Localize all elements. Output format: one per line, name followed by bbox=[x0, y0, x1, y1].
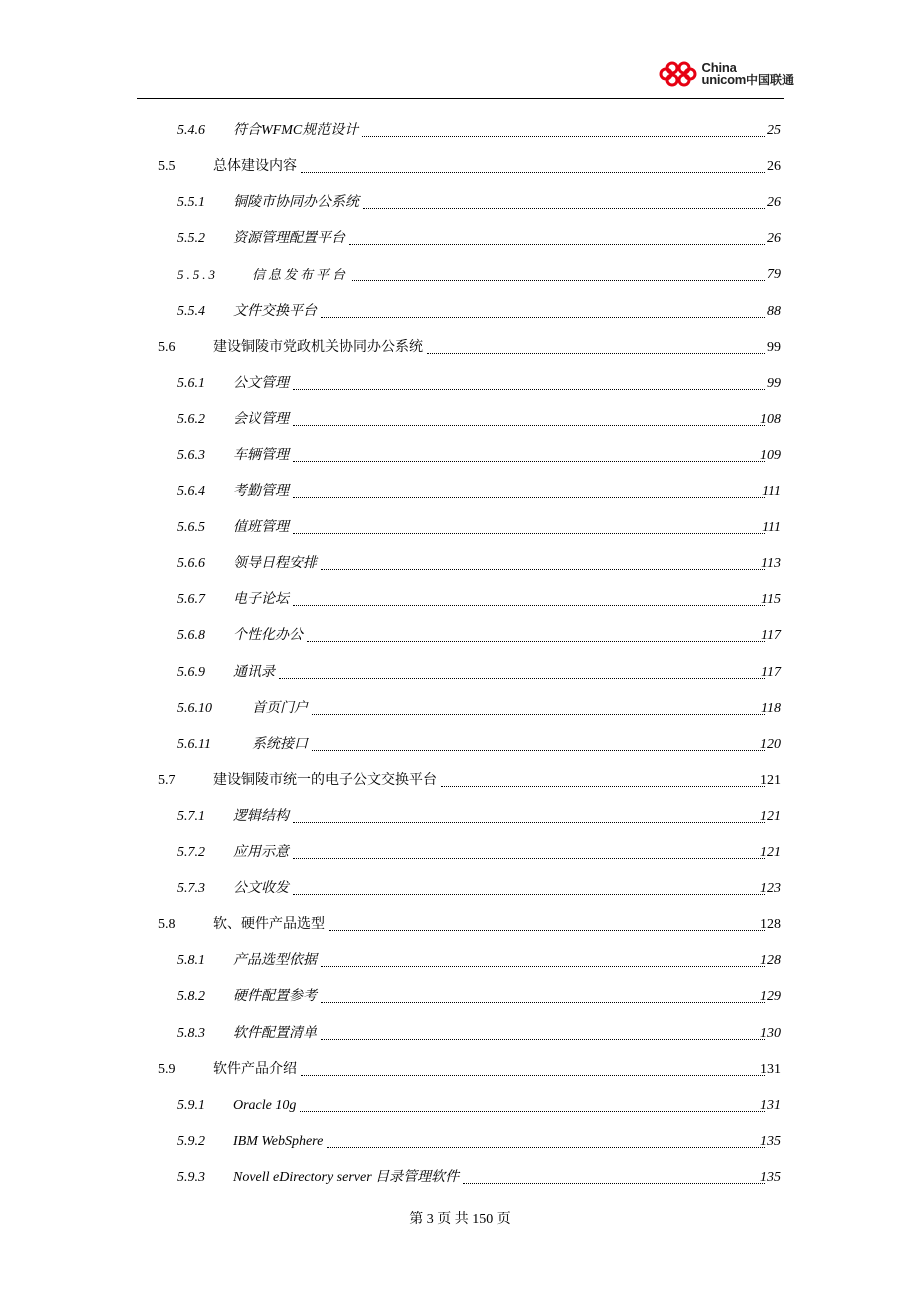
toc-entry-title: 个性化办公 bbox=[233, 628, 303, 644]
toc-entry[interactable] bbox=[0, 437, 920, 473]
toc-entry-number: 5.7.3 bbox=[177, 881, 205, 897]
toc-entry-title: 总体建设内容 bbox=[213, 159, 297, 175]
toc-entry[interactable] bbox=[0, 220, 920, 256]
toc-entry[interactable] bbox=[0, 978, 920, 1014]
toc-entry-title: 通讯录 bbox=[233, 664, 275, 680]
toc-entry-page: 128 bbox=[760, 953, 781, 969]
toc-entry-page: 123 bbox=[760, 881, 781, 897]
toc-entry-title: 软件配置清单 bbox=[233, 1025, 317, 1041]
toc-entry[interactable] bbox=[0, 870, 920, 906]
toc-entry[interactable] bbox=[0, 545, 920, 581]
toc-dot-leader bbox=[321, 299, 765, 318]
toc-entry-page: 135 bbox=[760, 1169, 781, 1185]
toc-entry-number: 5.8.2 bbox=[177, 989, 205, 1005]
toc-entry[interactable] bbox=[0, 1051, 920, 1087]
toc-entry-title: 逻辑结构 bbox=[233, 808, 289, 824]
toc-entry-number: 5.4.6 bbox=[177, 123, 205, 138]
toc-dot-leader bbox=[321, 948, 765, 967]
toc-entry-page: 121 bbox=[760, 845, 781, 860]
toc-entry[interactable] bbox=[0, 401, 920, 437]
toc-entry-number: 5.6.11 bbox=[177, 736, 211, 752]
toc-entry-title: 公文收发 bbox=[233, 881, 289, 897]
toc-entry[interactable] bbox=[0, 617, 920, 653]
logo-cn: 中国联通 bbox=[745, 73, 794, 87]
toc-entry-title: 软件产品介绍 bbox=[213, 1061, 297, 1077]
toc-entry-page: 117 bbox=[761, 664, 781, 680]
toc-entry-number: 5.5.1 bbox=[177, 195, 205, 211]
toc-entry-page: 88 bbox=[767, 303, 781, 319]
toc-dot-leader bbox=[321, 1021, 765, 1040]
toc-entry-number: 5.5.4 bbox=[177, 303, 205, 319]
toc-entry-number: 5.5.3 bbox=[177, 267, 218, 283]
toc-entry-page: 129 bbox=[760, 989, 781, 1005]
toc-entry-title: 铜陵市协同办公系统 bbox=[233, 195, 359, 211]
toc-entry[interactable] bbox=[0, 365, 920, 401]
toc-entry-title: 领导日程安排 bbox=[233, 556, 317, 572]
toc-dot-leader bbox=[329, 912, 765, 931]
toc-entry-page: 131 bbox=[760, 1097, 781, 1113]
toc-entry-title: 资源管理配置平台 bbox=[233, 231, 345, 247]
toc-entry-page: 121 bbox=[760, 808, 781, 824]
toc-entry-number: 5.6.7 bbox=[177, 592, 205, 608]
china-unicom-logo bbox=[658, 60, 794, 88]
toc-entry-page: 128 bbox=[760, 917, 781, 933]
toc-entry-page: 108 bbox=[760, 411, 781, 427]
toc-entry-title: 建设铜陵市党政机关协同办公系统 bbox=[213, 339, 423, 355]
toc-entry[interactable] bbox=[0, 1015, 920, 1051]
toc-entry[interactable] bbox=[0, 509, 920, 545]
toc-entry-page: 117 bbox=[761, 628, 781, 644]
toc-dot-leader bbox=[327, 1129, 765, 1148]
toc-dot-leader bbox=[301, 154, 765, 173]
toc-entry[interactable] bbox=[0, 1087, 920, 1123]
toc-entry-title: 应用示意 bbox=[233, 845, 289, 860]
toc-entry[interactable] bbox=[0, 256, 920, 292]
toc-entry-number: 5.6.5 bbox=[177, 520, 205, 536]
toc-entry-page: 79 bbox=[767, 267, 781, 283]
toc-entry-number: 5.6.9 bbox=[177, 664, 205, 680]
toc-entry[interactable] bbox=[0, 148, 920, 184]
toc-dot-leader bbox=[352, 262, 765, 281]
toc-entry-page: 25 bbox=[767, 123, 781, 138]
toc-dot-leader bbox=[463, 1165, 765, 1184]
toc-entry-page: 131 bbox=[760, 1061, 781, 1077]
toc-entry-title: Novell eDirectory server 目录管理软件 bbox=[233, 1169, 460, 1185]
toc-entry-number: 5.5 bbox=[158, 159, 176, 175]
toc-entry-title: IBM WebSphere bbox=[233, 1133, 324, 1149]
toc-entry-title: 会议管理 bbox=[233, 411, 289, 427]
unicom-knot-icon bbox=[658, 60, 698, 88]
toc-dot-leader bbox=[293, 515, 765, 534]
toc-dot-leader bbox=[279, 660, 765, 679]
toc-entry-title: 文件交换平台 bbox=[233, 303, 317, 319]
toc-entry-number: 5.8 bbox=[158, 917, 176, 933]
toc-entry[interactable] bbox=[0, 654, 920, 690]
toc-entry-number: 5.9.2 bbox=[177, 1133, 205, 1149]
toc-dot-leader bbox=[301, 1057, 765, 1076]
toc-entry-page: 118 bbox=[761, 700, 781, 716]
header-divider bbox=[137, 98, 784, 99]
logo-en-bottom: unicom bbox=[701, 72, 746, 87]
toc-entry-number: 5.6 bbox=[158, 339, 176, 355]
toc-entry-page: 135 bbox=[760, 1133, 781, 1149]
toc-entry[interactable] bbox=[0, 581, 920, 617]
toc-entry-number: 5.8.1 bbox=[177, 953, 205, 969]
toc-entry-page: 26 bbox=[767, 159, 781, 175]
toc-entry-title: 软、硬件产品选型 bbox=[213, 917, 325, 933]
toc-dot-leader bbox=[312, 696, 765, 715]
toc-entry-number: 5.6.8 bbox=[177, 628, 205, 644]
toc-entry[interactable] bbox=[0, 1123, 920, 1159]
toc-entry-page: 120 bbox=[760, 736, 781, 752]
toc-entry-title: 符合WFMC规范设计 bbox=[233, 123, 359, 138]
toc-entry[interactable] bbox=[0, 473, 920, 509]
toc-entry-title: 车辆管理 bbox=[233, 447, 289, 463]
logo-en-top: China bbox=[701, 60, 737, 75]
toc-entry[interactable] bbox=[0, 1159, 920, 1195]
toc-dot-leader bbox=[321, 551, 765, 570]
toc-dot-leader bbox=[307, 623, 765, 642]
toc-entry-page: 26 bbox=[767, 195, 781, 211]
toc-entry[interactable] bbox=[0, 112, 920, 148]
toc-entry-page: 130 bbox=[760, 1025, 781, 1041]
toc-entry-page: 111 bbox=[762, 484, 781, 499]
toc-dot-leader bbox=[362, 118, 765, 137]
toc-entry-page: 113 bbox=[761, 556, 781, 572]
toc-entry[interactable] bbox=[0, 184, 920, 220]
toc-entry-page: 111 bbox=[762, 520, 781, 536]
toc-entry-title: 公文管理 bbox=[233, 375, 289, 391]
toc-entry[interactable] bbox=[0, 329, 920, 365]
toc-entry-title: 产品选型依据 bbox=[233, 953, 317, 969]
toc-entry-title: 首页门户 bbox=[252, 700, 308, 716]
toc-dot-leader bbox=[293, 479, 765, 498]
toc-entry-page: 26 bbox=[767, 231, 781, 247]
toc-entry-page: 115 bbox=[761, 592, 781, 608]
toc-entry-number: 5.7.2 bbox=[177, 845, 205, 860]
toc-entry[interactable] bbox=[0, 906, 920, 942]
toc-dot-leader bbox=[363, 190, 765, 209]
toc-entry-title: Oracle 10g bbox=[233, 1097, 297, 1113]
toc-entry-title: 硬件配置参考 bbox=[233, 989, 317, 1005]
toc-dot-leader bbox=[293, 840, 765, 859]
toc-dot-leader bbox=[427, 335, 765, 354]
toc-entry-number: 5.6.10 bbox=[177, 700, 212, 716]
toc-dot-leader bbox=[312, 732, 765, 751]
toc-entry-page: 121 bbox=[760, 772, 781, 788]
toc-entry-number: 5.6.4 bbox=[177, 484, 205, 499]
toc-entry-number: 5.6.3 bbox=[177, 447, 205, 463]
toc-entry-title: 值班管理 bbox=[233, 520, 289, 536]
toc-entry-page: 99 bbox=[767, 375, 781, 391]
toc-entry-number: 5.7 bbox=[158, 772, 176, 788]
toc-dot-leader bbox=[293, 407, 765, 426]
toc-entry[interactable] bbox=[0, 942, 920, 978]
toc-entry-number: 5.6.2 bbox=[177, 411, 205, 427]
toc-entry-title: 信息发布平台 bbox=[252, 267, 349, 283]
toc-entry-number: 5.7.1 bbox=[177, 808, 205, 824]
toc-entry[interactable] bbox=[0, 293, 920, 329]
toc-entry-title: 电子论坛 bbox=[233, 592, 289, 608]
toc-entry-number: 5.8.3 bbox=[177, 1025, 205, 1041]
toc-entry-title: 考勤管理 bbox=[233, 484, 289, 499]
toc-entry-title: 建设铜陵市统一的电子公文交换平台 bbox=[213, 772, 437, 788]
toc-entry-number: 5.9.3 bbox=[177, 1169, 205, 1185]
toc-entry[interactable] bbox=[0, 726, 920, 762]
toc-entry[interactable] bbox=[0, 690, 920, 726]
toc-dot-leader bbox=[293, 876, 765, 895]
toc-entry-page: 109 bbox=[760, 447, 781, 463]
page-footer: 第 3 页 共 150 页 bbox=[409, 1212, 511, 1227]
toc-dot-leader bbox=[441, 768, 765, 787]
toc-entry-number: 5.6.6 bbox=[177, 556, 205, 572]
toc-entry[interactable] bbox=[0, 798, 920, 834]
toc-entry[interactable] bbox=[0, 834, 920, 870]
toc-entry-number: 5.6.1 bbox=[177, 375, 205, 391]
logo-text bbox=[702, 62, 794, 86]
toc-dot-leader bbox=[293, 371, 765, 390]
toc-entry-number: 5.9 bbox=[158, 1061, 176, 1077]
toc-dot-leader bbox=[293, 804, 765, 823]
toc-entry-number: 5.5.2 bbox=[177, 231, 205, 247]
toc-dot-leader bbox=[300, 1093, 765, 1112]
toc-entry[interactable] bbox=[0, 762, 920, 798]
toc-dot-leader bbox=[321, 984, 765, 1003]
toc-entry-page: 99 bbox=[767, 339, 781, 355]
toc-dot-leader bbox=[293, 587, 765, 606]
toc-entry-number: 5.9.1 bbox=[177, 1097, 205, 1113]
page-header bbox=[0, 0, 920, 101]
toc-entry-title: 系统接口 bbox=[252, 736, 308, 752]
toc-dot-leader bbox=[349, 226, 765, 245]
toc-dot-leader bbox=[293, 443, 765, 462]
